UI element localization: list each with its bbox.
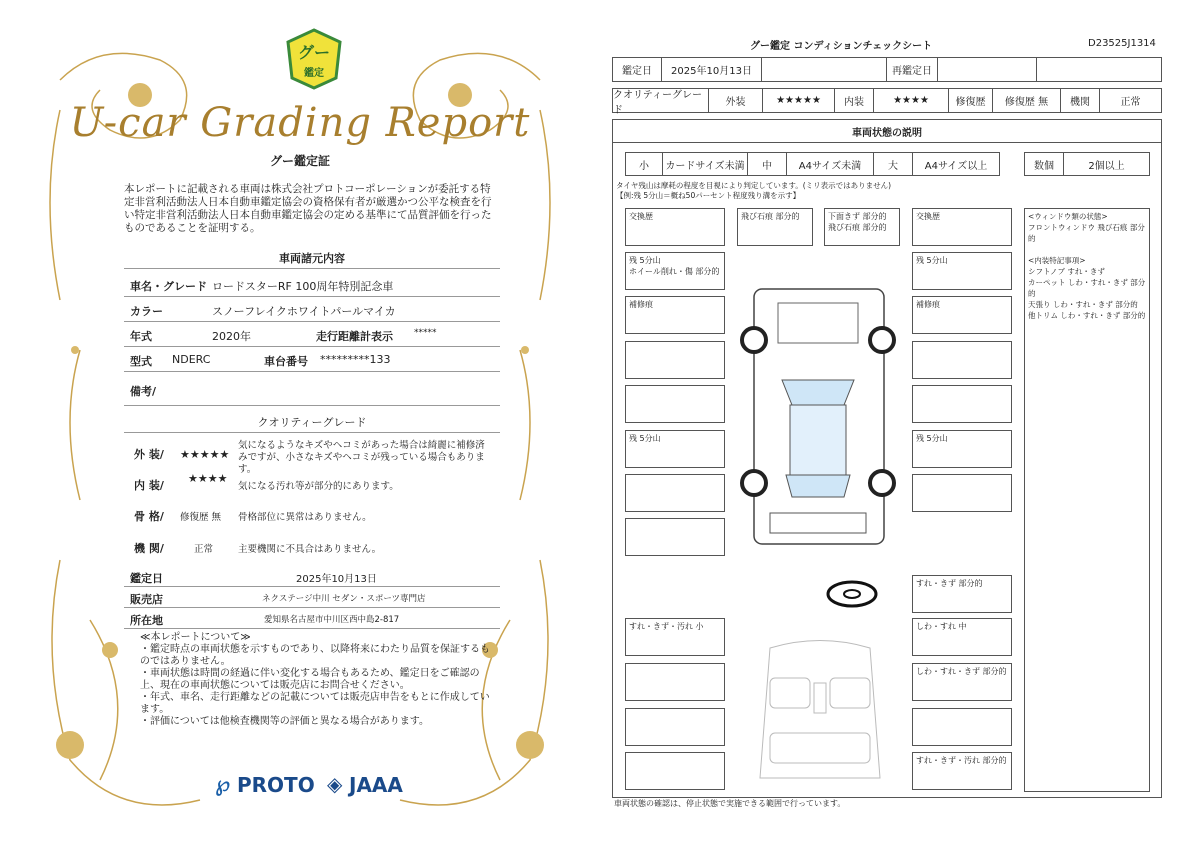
date-value: 2025年10月13日 xyxy=(661,57,762,82)
side-notes: <ウィンドウ類の状態> フロントウィンドウ 飛び石痕 部分的 <内装特記事項> シフトノブ すれ・きず カーペット しわ・すれ・きず 部分的 天張り しわ・すれ・きず 部分的 他トリム しわ・すれ・きず 部分的 xyxy=(1024,208,1150,792)
engine-text: 主要機関に不具合はありません。 xyxy=(238,544,382,555)
row-year xyxy=(124,322,500,347)
note-box xyxy=(912,385,1012,423)
certificate-intro: 本レポートに記載される車両は株式会社プロトコーポレーションが委託する特定非営利活動法人日本自動車鑑定協会の資格保有者が厳選かつ公平な検査を行い特定非営利活動法人日本自動車鑑定協会の定める基準にて品質評価を行ったものであることを証明する。 xyxy=(124,183,492,234)
engine-grade xyxy=(124,538,500,562)
note-box-tire-rl: 残 5分山 xyxy=(625,430,725,468)
badge-top-text: グー xyxy=(297,43,330,62)
note-box-steering: すれ・きず 部分的 xyxy=(912,575,1012,613)
note-box-door-trim: しわ・すれ・きず 部分的 xyxy=(912,663,1012,701)
goo-appraisal-badge xyxy=(284,28,344,90)
chassis-value: *********133 xyxy=(320,353,391,366)
date-value: 2025年10月13日 xyxy=(296,574,377,585)
repair-label: 修復歴 xyxy=(948,88,993,113)
tire-note-1: タイヤ残山は摩耗の程度を目視により判定しています。(ミリ表示ではありません) xyxy=(616,181,892,190)
shop-value: ネクステージ中川 セダン・スポーツ専門店 xyxy=(262,594,426,604)
ext-stars: ★★★★★ xyxy=(180,448,230,461)
chassis-label: 車台番号 xyxy=(264,355,308,368)
mid-label: 中 xyxy=(747,152,787,176)
row-remarks xyxy=(124,377,500,406)
note-box xyxy=(625,341,725,379)
large-label: 大 xyxy=(873,152,913,176)
int-stars: ★★★★ xyxy=(873,88,949,113)
engine-label: 機関 xyxy=(1060,88,1100,113)
logos xyxy=(215,770,415,800)
int-grade xyxy=(124,472,500,496)
addr-label: 所在地 xyxy=(130,614,163,627)
row-color xyxy=(124,297,500,322)
note-box-seat-right: しわ・すれ 中 xyxy=(912,618,1012,656)
qg-label: クオリティーグレード xyxy=(612,88,709,113)
note-box-tire-fl: 残 5分山 ホイール削れ・傷 部分的 xyxy=(625,252,725,290)
shop-label: 販売店 xyxy=(130,593,163,606)
model-value: NDERC xyxy=(172,353,211,366)
row-address xyxy=(124,608,500,629)
note-box-front-left: 交換歴 xyxy=(625,208,725,246)
color-label: カラー xyxy=(130,305,163,318)
note-box xyxy=(625,752,725,790)
jaaa-logo-icon: ◈ xyxy=(327,772,343,796)
proto-logo: PROTO xyxy=(237,773,315,797)
note-box xyxy=(912,474,1012,512)
color-value: スノーフレイクホワイトパールマイカ xyxy=(212,305,396,318)
empty-cell xyxy=(1036,57,1162,82)
note-box xyxy=(912,708,1012,746)
note-box xyxy=(625,474,725,512)
empty-cell xyxy=(761,57,887,82)
note-box-tire-fr: 残 5分山 xyxy=(912,252,1012,290)
engine-label: 機 関/ xyxy=(134,542,164,555)
int-label: 内 装/ xyxy=(134,479,164,492)
report-title: U-car Grading Report xyxy=(69,100,531,146)
sheet-footer: 車両状態の確認は、停止状態で実施できる範囲で行っています。 xyxy=(614,799,846,808)
badge-bottom-text: 鑑定 xyxy=(304,68,324,79)
steering-wheel-icon xyxy=(826,580,878,608)
note-box-door-fr: 補修痕 xyxy=(912,296,1012,334)
report-notes xyxy=(140,632,490,728)
engine-value: 正常 xyxy=(194,544,214,555)
year-label: 年式 xyxy=(130,330,152,343)
note-item: ・年式、車名、走行距離などの記載については販売店申告をもとに作成しています。 xyxy=(140,692,490,715)
ext-text: 気になるようなキズやヘコミがあった場合は綺麗に補修済みですが、小さなキズやヘコミが残っている場合もあります。 xyxy=(238,440,485,475)
count-label: 数個 xyxy=(1024,152,1064,176)
redate-value xyxy=(937,57,1037,82)
frame-label: 骨 格/ xyxy=(134,510,164,523)
jaaa-logo: JAAA xyxy=(349,773,403,797)
note-box xyxy=(912,341,1012,379)
tire-note-2: 【例:残 5分山＝概ね50パーセント程度残り溝を示す】 xyxy=(616,191,801,200)
certificate-subtitle: グー鑑定証 xyxy=(269,154,330,168)
doc-id: D23525J1314 xyxy=(1088,38,1156,49)
proto-logo-icon: ℘ xyxy=(215,772,231,797)
remarks-label: 備考/ xyxy=(130,385,157,398)
note-item: ・評価については他検査機関等の評価と異なる場合があります。 xyxy=(140,716,429,727)
engine-value: 正常 xyxy=(1099,88,1162,113)
sheet-header: グー鑑定 コンディションチェックシート xyxy=(750,41,933,52)
small-label: 小 xyxy=(625,152,663,176)
small-value: カードサイズ未満 xyxy=(662,152,748,176)
int-stars: ★★★★ xyxy=(188,472,228,485)
ext-grade xyxy=(124,438,500,475)
redate-label: 再鑑定日 xyxy=(886,57,938,82)
notes-title: ≪本レポートについて≫ xyxy=(140,632,251,643)
int-label: 内装 xyxy=(834,88,874,113)
date-label: 鑑定日 xyxy=(612,57,662,82)
condition-check-sheet xyxy=(600,0,1200,848)
repair-value: 修復歴 無 xyxy=(992,88,1061,113)
interior-diagram xyxy=(750,638,890,788)
mileage-value: ***** xyxy=(414,328,437,338)
frame-text: 骨格部位に異常はありません。 xyxy=(238,512,372,523)
divider xyxy=(124,268,500,269)
spec-heading: 車両諸元内容 xyxy=(279,252,345,265)
note-box xyxy=(625,518,725,556)
frame-grade xyxy=(124,506,500,530)
int-text: 気になる汚れ等が部分的にあります。 xyxy=(238,481,399,492)
note-box-door-fl: 補修痕 xyxy=(625,296,725,334)
ext-label: 外装 xyxy=(708,88,763,113)
mileage-label: 走行距離計表示 xyxy=(316,330,393,343)
note-item: ・車両状態は時間の経過に伴い変化する場合もあるため、鑑定日をご確認の上、現在の車両状態については販売店にお問合せください。 xyxy=(140,668,480,691)
note-item: ・鑑定時点の車両状態を示すものであり、以降将来にわたり品質を保証するものではありません。 xyxy=(140,644,490,667)
frame-value: 修復歴 無 xyxy=(180,512,222,523)
note-box xyxy=(625,708,725,746)
model-label: 型式 xyxy=(130,355,152,368)
name-label: 車名・グレード xyxy=(130,280,207,293)
date-label: 鑑定日 xyxy=(130,572,163,585)
row-shop xyxy=(124,587,500,608)
note-box-dashboard: すれ・きず・汚れ 小 xyxy=(625,618,725,656)
explain-title: 車両状態の説明 xyxy=(612,119,1162,143)
row-model xyxy=(124,347,500,372)
ext-label: 外 装/ xyxy=(134,448,164,461)
ext-stars: ★★★★★ xyxy=(762,88,835,113)
name-value: ロードスターRF 100周年特別記念車 xyxy=(212,280,394,293)
year-value: 2020年 xyxy=(212,330,251,343)
mid-value: A4サイズ未満 xyxy=(786,152,874,176)
car-top-diagram xyxy=(740,285,900,550)
count-value: 2個以上 xyxy=(1063,152,1150,176)
note-box-tire-rr: 残 5分山 xyxy=(912,430,1012,468)
divider xyxy=(124,432,500,433)
addr-value: 愛知県名古屋市中川区西中島2-817 xyxy=(264,615,400,625)
note-box xyxy=(625,663,725,701)
note-box-front-right: 交換歴 xyxy=(912,208,1012,246)
row-date xyxy=(124,566,500,587)
note-box-underbody: 下面きず 部分的 飛び石痕 部分的 xyxy=(824,208,900,246)
row-name xyxy=(124,272,500,297)
note-box xyxy=(625,385,725,423)
note-box-carpet: すれ・きず・汚れ 部分的 xyxy=(912,752,1012,790)
large-value: A4サイズ以上 xyxy=(912,152,1000,176)
note-box-windshield: 飛び石痕 部分的 xyxy=(737,208,813,246)
quality-heading: クオリティーグレード xyxy=(257,416,367,429)
